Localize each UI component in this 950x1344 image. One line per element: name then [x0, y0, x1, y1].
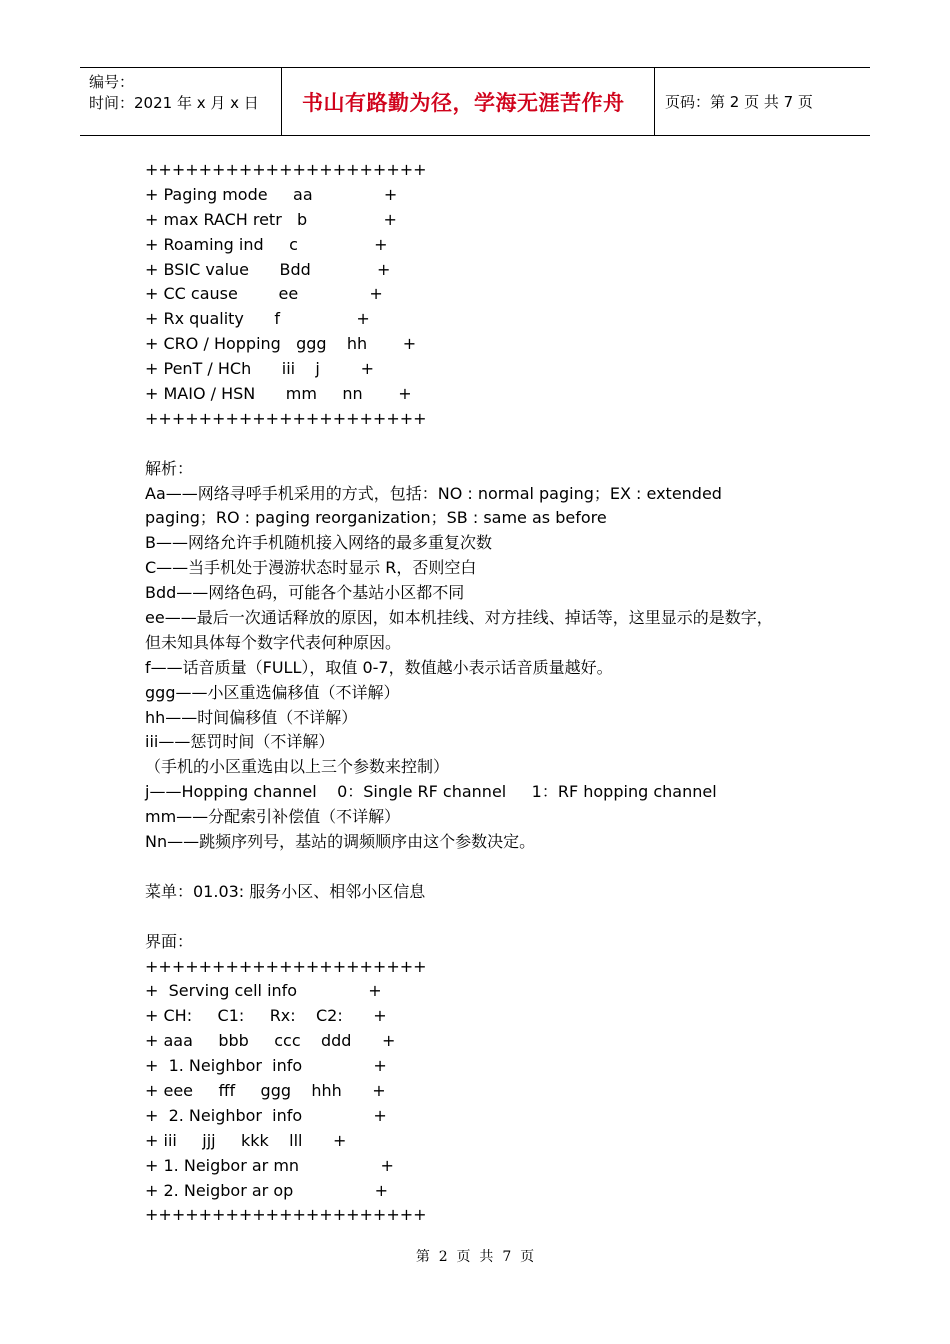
header-meta: [80, 68, 282, 135]
text-line: paging；RO : paging reorganization；SB : same as before: [145, 508, 607, 528]
text-line: + CH: C1: Rx: C2: +: [145, 1006, 387, 1026]
text-line: + 2. Neigbor ar op +: [145, 1180, 389, 1200]
text-line: + iii jjj kkk lll +: [145, 1130, 347, 1150]
text-line: j——Hopping channel 0：Single RF channel 1：RF hopping channel: [145, 782, 717, 802]
text-line: + aaa bbb ccc ddd +: [145, 1031, 396, 1051]
page-header: [80, 67, 870, 136]
text-line: + Roaming ind c +: [145, 234, 388, 254]
text-line: 菜单：01.03: 服务小区、相邻小区信息: [145, 881, 426, 901]
text-line: mm——分配索引补偿值（不详解）: [145, 807, 401, 827]
text-line: + Serving cell info +: [145, 981, 382, 1001]
page-footer: 第 2 页 共 7 页: [415, 1249, 535, 1265]
text-line: iii——惩罚时间（不详解）: [145, 732, 335, 752]
text-line: 解析：: [145, 458, 194, 478]
text-line: 界面：: [145, 931, 194, 951]
blank-line: [145, 905, 845, 930]
text-line: + max RACH retr b +: [145, 209, 397, 229]
text-line: 但未知具体每个数字代表何种原因。: [145, 632, 402, 652]
blank-line: [145, 432, 845, 457]
document-body: [145, 158, 845, 1228]
text-line: + CC cause ee +: [145, 284, 383, 304]
text-line: + eee fff ggg hhh +: [145, 1080, 386, 1100]
text-line: + Rx quality f +: [145, 309, 370, 329]
text-line: B——网络允许手机随机接入网络的最多重复次数: [145, 533, 492, 553]
text-line: + Paging mode aa +: [145, 184, 398, 204]
date-line: 时间：2021 年 x 月 x 日: [89, 94, 259, 112]
text-line: + BSIC value Bdd +: [145, 259, 391, 279]
header-page-info: 页码：第 2 页 共 7 页: [665, 93, 813, 111]
text-line: + 1. Neighbor info +: [145, 1056, 387, 1076]
text-line: Nn——跳频序列号，基站的调频顺序由这个参数决定。: [145, 832, 536, 852]
text-line: +++++++++++++++++++++: [145, 408, 427, 428]
text-line: +++++++++++++++++++++: [145, 956, 427, 976]
text-line: +++++++++++++++++++++: [145, 1205, 427, 1225]
text-line: + PenT / HCh iii j +: [145, 359, 374, 379]
text-line: f——话音质量（FULL），取值 0-7，数值越小表示话音质量越好。: [145, 657, 613, 677]
text-line: + CRO / Hopping ggg hh +: [145, 334, 417, 354]
text-line: +++++++++++++++++++++: [145, 160, 427, 179]
blank-line: [145, 855, 845, 880]
text-line: + 1. Neigbor ar mn +: [145, 1155, 394, 1175]
text-line: + MAIO / HSN mm nn +: [145, 384, 412, 404]
text-line: Aa——网络寻呼手机采用的方式，包括：NO : normal paging；EX : extended: [145, 483, 722, 503]
text-line: C——当手机处于漫游状态时显示 R，否则空白: [145, 558, 477, 578]
text-line: （手机的小区重选由以上三个参数来控制）: [145, 757, 450, 777]
text-line: hh——时间偏移值（不详解）: [145, 707, 358, 727]
text-line: ee——最后一次通话释放的原因，如本机挂线、对方挂线、掉话等，这里显示的是数字，: [145, 608, 773, 628]
text-line: + 2. Neighbor info +: [145, 1105, 387, 1125]
number-label: 编号：: [89, 73, 135, 91]
text-line: Bdd——网络色码，可能各个基站小区都不同: [145, 583, 465, 603]
text-line: ggg——小区重选偏移值（不详解）: [145, 682, 400, 702]
header-motto: 书山有路勤为径，学海无涯苦作舟: [282, 68, 655, 135]
